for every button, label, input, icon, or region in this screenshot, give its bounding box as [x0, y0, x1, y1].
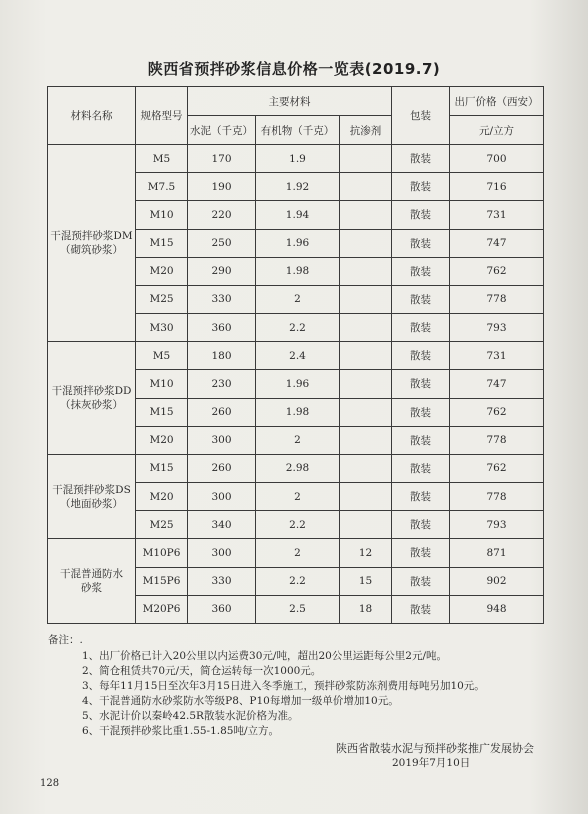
- spec-cell: M15: [136, 229, 188, 257]
- cement-cell: 300: [188, 539, 256, 567]
- header-material: 材料名称: [48, 87, 136, 145]
- antiseep-cell: [340, 257, 392, 285]
- note-item: 5、水泥计价以秦岭42.5R散装水泥价格为准。: [82, 710, 299, 722]
- spec-cell: M5: [136, 342, 188, 370]
- price-cell: 778: [450, 285, 544, 313]
- material-name-cell: [48, 342, 136, 455]
- cement-cell: 190: [188, 173, 256, 201]
- cement-cell: 330: [188, 285, 256, 313]
- packing-cell: 散装: [392, 483, 450, 511]
- packing-cell: 散装: [392, 539, 450, 567]
- header-antiseep: 抗渗剂: [340, 116, 392, 145]
- note-item: 3、每年11月15日至次年3月15日进入冬季施工，预拌砂浆防冻剂费用每吨另加10元。: [82, 680, 485, 692]
- organic-cell: 1.98: [256, 257, 340, 285]
- packing-cell: 散装: [392, 342, 450, 370]
- cement-cell: 170: [188, 145, 256, 173]
- organic-cell: 2.2: [256, 567, 340, 595]
- organic-cell: 1.98: [256, 398, 340, 426]
- packing-cell: 散装: [392, 285, 450, 313]
- spec-cell: M10: [136, 201, 188, 229]
- price-cell: 762: [450, 454, 544, 482]
- header-main-materials: 主要材料: [188, 87, 392, 116]
- antiseep-cell: [340, 229, 392, 257]
- spec-cell: M7.5: [136, 173, 188, 201]
- cement-cell: 250: [188, 229, 256, 257]
- note-item: 6、干混预拌砂浆比重1.55-1.85吨/立方。: [82, 725, 280, 737]
- packing-cell: 散装: [392, 229, 450, 257]
- spec-cell: M15: [136, 454, 188, 482]
- antiseep-cell: [340, 173, 392, 201]
- packing-cell: 散装: [392, 511, 450, 539]
- cement-cell: 220: [188, 201, 256, 229]
- cement-cell: 180: [188, 342, 256, 370]
- note-item: 4、干混普通防水砂浆防水等级P8、P10每增加一级单价增加10元。: [82, 695, 399, 707]
- table-row: [48, 145, 544, 173]
- issue-date: 2019年7月10日: [392, 757, 471, 769]
- spec-cell: M5: [136, 145, 188, 173]
- organic-cell: 2.5: [256, 595, 340, 623]
- price-cell: 871: [450, 539, 544, 567]
- table-row: [48, 342, 544, 370]
- packing-cell: 散装: [392, 454, 450, 482]
- antiseep-cell: [340, 342, 392, 370]
- organic-cell: 2: [256, 285, 340, 313]
- note-item: 2、简仓租赁共70元/天，简仓运转每一次1000元。: [82, 665, 322, 677]
- price-cell: 731: [450, 201, 544, 229]
- material-name-subline: （砌筑砂浆）: [60, 244, 123, 257]
- material-name-line: 干混预拌砂浆DM: [50, 230, 133, 243]
- header-price: 出厂价格（西安）: [450, 87, 544, 116]
- packing-cell: 散装: [392, 398, 450, 426]
- price-cell: 716: [450, 173, 544, 201]
- material-name-subline: （抹灰砂浆）: [60, 399, 123, 412]
- price-table-body: [48, 87, 544, 624]
- organic-cell: 2.2: [256, 314, 340, 342]
- spec-cell: M15P6: [136, 567, 188, 595]
- packing-cell: 散装: [392, 426, 450, 454]
- material-name-subline: （地面砂浆）: [60, 497, 123, 510]
- header-organic: 有机物（千克）: [256, 116, 340, 145]
- header-row-1: [48, 87, 544, 116]
- organic-cell: 1.9: [256, 145, 340, 173]
- cement-cell: 360: [188, 595, 256, 623]
- antiseep-cell: [340, 314, 392, 342]
- packing-cell: 散装: [392, 173, 450, 201]
- antiseep-cell: [340, 483, 392, 511]
- cement-cell: 230: [188, 370, 256, 398]
- cement-cell: 300: [188, 483, 256, 511]
- spec-cell: M15: [136, 398, 188, 426]
- antiseep-cell: [340, 454, 392, 482]
- organic-cell: 2: [256, 483, 340, 511]
- spec-cell: M20: [136, 257, 188, 285]
- header-spec: 规格型号: [136, 87, 188, 145]
- cement-cell: 260: [188, 398, 256, 426]
- price-cell: 731: [450, 342, 544, 370]
- cement-cell: 360: [188, 314, 256, 342]
- price-cell: 700: [450, 145, 544, 173]
- organic-cell: 2.4: [256, 342, 340, 370]
- spec-cell: M20: [136, 483, 188, 511]
- spec-cell: M20: [136, 426, 188, 454]
- spec-cell: M25: [136, 511, 188, 539]
- organic-cell: 2: [256, 539, 340, 567]
- price-cell: 948: [450, 595, 544, 623]
- organic-cell: 2.98: [256, 454, 340, 482]
- price-cell: 793: [450, 511, 544, 539]
- material-name-cell: [48, 539, 136, 624]
- material-name-subline: 砂浆: [81, 582, 102, 595]
- note-item: 1、出厂价格已计入20公里以内运费30元/吨，超出20公里运距每公里2元/吨。: [82, 650, 448, 662]
- header-unit: 元/立方: [450, 116, 544, 145]
- header-cement: 水泥（千克）: [188, 116, 256, 145]
- antiseep-cell: [340, 398, 392, 426]
- antiseep-cell: [340, 370, 392, 398]
- packing-cell: 散装: [392, 567, 450, 595]
- antiseep-cell: 18: [340, 595, 392, 623]
- antiseep-cell: 12: [340, 539, 392, 567]
- organic-cell: 1.96: [256, 370, 340, 398]
- material-name-line: 干混预拌砂浆DD: [51, 385, 132, 398]
- packing-cell: 散装: [392, 257, 450, 285]
- organic-cell: 1.92: [256, 173, 340, 201]
- price-cell: 778: [450, 483, 544, 511]
- table-row: [48, 539, 544, 567]
- packing-cell: 散装: [392, 145, 450, 173]
- notes-section: [48, 633, 548, 739]
- cement-cell: 330: [188, 567, 256, 595]
- antiseep-cell: [340, 511, 392, 539]
- price-cell: 747: [450, 370, 544, 398]
- packing-cell: 散装: [392, 370, 450, 398]
- spec-cell: M25: [136, 285, 188, 313]
- spec-cell: M10P6: [136, 539, 188, 567]
- header-packing: 包装: [392, 87, 450, 145]
- price-table: [47, 86, 544, 624]
- spec-cell: M10: [136, 370, 188, 398]
- spec-cell: M20P6: [136, 595, 188, 623]
- notes-label: 备注：.: [48, 634, 83, 646]
- cement-cell: 300: [188, 426, 256, 454]
- material-name-line: 干混预拌砂浆DS: [52, 483, 131, 496]
- organic-cell: 2.2: [256, 511, 340, 539]
- organic-cell: 1.96: [256, 229, 340, 257]
- packing-cell: 散装: [392, 201, 450, 229]
- page-number: 128: [40, 778, 60, 789]
- packing-cell: 散装: [392, 314, 450, 342]
- antiseep-cell: [340, 285, 392, 313]
- organization-signature: 陕西省散装水泥与预拌砂浆推广发展协会: [336, 742, 534, 755]
- cement-cell: 290: [188, 257, 256, 285]
- cement-cell: 260: [188, 454, 256, 482]
- price-cell: 762: [450, 257, 544, 285]
- organic-cell: 2: [256, 426, 340, 454]
- material-name-cell: [48, 145, 136, 342]
- cement-cell: 340: [188, 511, 256, 539]
- page-title: 陕西省预拌砂浆信息价格一览表(2019.7): [147, 60, 441, 78]
- material-name-cell: [48, 454, 136, 539]
- price-cell: 747: [450, 229, 544, 257]
- antiseep-cell: [340, 201, 392, 229]
- spec-cell: M30: [136, 314, 188, 342]
- antiseep-cell: 15: [340, 567, 392, 595]
- price-cell: 762: [450, 398, 544, 426]
- organic-cell: 1.94: [256, 201, 340, 229]
- price-cell: 778: [450, 426, 544, 454]
- antiseep-cell: [340, 145, 392, 173]
- price-cell: 793: [450, 314, 544, 342]
- price-cell: 902: [450, 567, 544, 595]
- packing-cell: 散装: [392, 595, 450, 623]
- antiseep-cell: [340, 426, 392, 454]
- material-name-line: 干混普通防水: [60, 568, 123, 581]
- table-row: [48, 454, 544, 482]
